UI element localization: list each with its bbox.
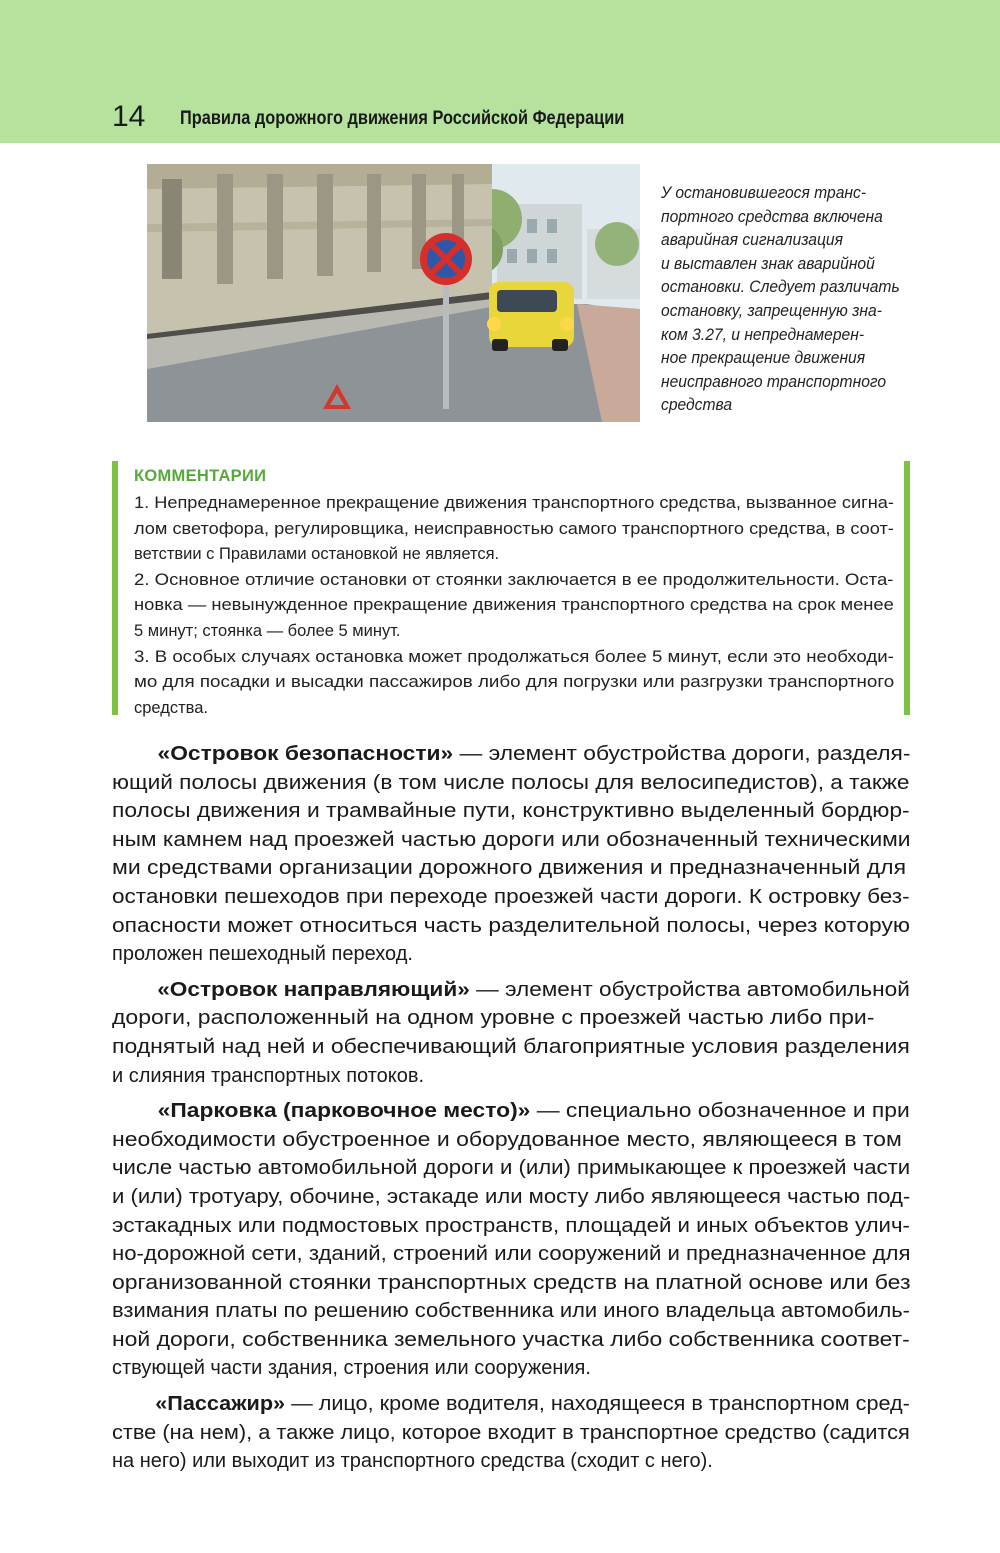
definition-line: проложен пешеходный переход.	[112, 943, 413, 966]
definition-first-line	[112, 1390, 975, 1419]
page-number: 14	[112, 100, 146, 133]
definition-line: ным камнем над проезжей частью дороги или обозначенный техническими	[112, 828, 911, 851]
comment-line: 5 минут; стоянка — более 5 минут.	[134, 621, 401, 640]
definition-line: необходимости обустроенное и оборудованное место, являющееся в том	[112, 1128, 902, 1151]
comment-line: мо для посадки и высадки пассажиров либо для погрузки или разгрузки транспортного	[134, 673, 895, 692]
comment-line: лом светофора, регулировщика, неисправностью самого транспортного средства, в соот-	[134, 519, 894, 538]
definition-text: — элемент обустройства автомобильной	[469, 978, 910, 1001]
definitions-body	[112, 740, 910, 1476]
definition-line: ющий полосы движения (в том числе полосы для велосипедистов), а также	[112, 771, 910, 794]
definition-line: эстакадных или подмостовых пространств, площадей и иных объектов улич-	[112, 1214, 910, 1237]
definition-line: организованной стоянки транспортных средств на платной основе или без	[112, 1271, 911, 1294]
definition-line: и (или) тротуару, обочине, эстакаде или мосту либо являющееся частью под-	[112, 1185, 911, 1208]
caption-line: ком 3.27, и непреднамерен-	[661, 324, 865, 344]
definition-line: остановки пешеходов при переходе проезжей части дороги. К островку без-	[112, 885, 910, 908]
definition-first-line	[112, 976, 1000, 1005]
illustration-caption	[661, 181, 911, 417]
definition-text: — элемент обустройства дороги, разделя-	[453, 743, 911, 765]
running-title: Правила дорожного движения Российской Федерации	[180, 108, 625, 129]
definition-term: «Парковка (парковочное место)»	[157, 1100, 531, 1123]
definition-line: и слияния транспортных потоков.	[112, 1064, 425, 1087]
caption-line: аварийная сигнализация	[661, 230, 843, 250]
definition-first-line	[112, 1097, 1000, 1126]
definition-text: — лицо, кроме водителя, находящееся в транспортном сред-	[285, 1393, 910, 1416]
comment-line: ветствии с Правилами остановкой не является.	[134, 545, 500, 564]
definition-line: стве (на нем), а также лицо, которое входит в транспортное средство (садится	[112, 1421, 910, 1444]
caption-line: остановку, запрещенную зна-	[661, 300, 882, 320]
comment-line: 1. Непреднамеренное прекращение движения транспортного средства, вызванное сигна-	[134, 494, 894, 512]
comments-left-bar	[112, 461, 118, 715]
definition-line: ствующей части здания, строения или сооружения.	[112, 1357, 591, 1380]
comments-text	[134, 491, 894, 721]
definition-line: взимания платы по решению собственника или иного владельца автомобиль-	[112, 1300, 910, 1323]
caption-line: средства	[661, 395, 733, 415]
comments-box	[112, 461, 910, 715]
caption-line: неисправного транспортного	[661, 371, 887, 391]
definition-line: ной дороги, собственника земельного участка либо собственника соответ-	[112, 1328, 910, 1351]
definition-term: «Островок безопасности»	[157, 743, 454, 765]
caption-line: остановки. Следует различать	[661, 277, 900, 297]
definition-line: на него) или выходит из транспортного средства (сходит с него).	[112, 1450, 713, 1473]
definition-term: «Пассажир»	[155, 1393, 286, 1416]
street-illustration	[147, 164, 640, 422]
definition-line: дороги, расположенный на одном уровне с проезжей частью либо при-	[112, 1007, 875, 1030]
definition-text: — специально обозначенное и при	[530, 1100, 910, 1123]
definition-first-line	[112, 740, 1000, 769]
definition-line: поднятый над ней и обеспечивающий благоприятные условия разделения	[112, 1035, 910, 1058]
comment-line: 3. В особых случаях остановка может продолжаться более 5 минут, если это необходи-	[134, 647, 894, 666]
definition-line: числе частью автомобильной дороги и (или) примыкающее к проезжей части	[112, 1157, 911, 1180]
comments-title: КОММЕНТАРИИ	[134, 467, 267, 485]
definition-term: «Островок направляющий»	[157, 978, 470, 1001]
caption-line: У остановившегося транс-	[661, 183, 867, 202]
caption-line: и выставлен знак аварийной	[661, 253, 875, 273]
caption-line: портного средства включена	[661, 206, 883, 226]
caption-line: ное прекращение движения	[661, 348, 866, 368]
comment-line: 2. Основное отличие остановки от стоянки заключается в ее продолжительности. Оста-	[134, 570, 894, 589]
comment-line: средства.	[134, 698, 209, 717]
definition-line: опасности может относиться часть разделительной полосы, через которую	[112, 914, 910, 937]
definition-line: ми средствами организации дорожного движения и предназначенный для	[112, 857, 907, 880]
comment-line: новка — невынужденное прекращение движения транспортного средства на срок менее	[134, 596, 894, 615]
definition-line: полосы движения и трамвайные пути, конструктивно выделенный бордюр-	[112, 800, 910, 823]
definition-line: но-дорожной сети, зданий, строений или сооружений и предназначенное для	[112, 1243, 911, 1266]
